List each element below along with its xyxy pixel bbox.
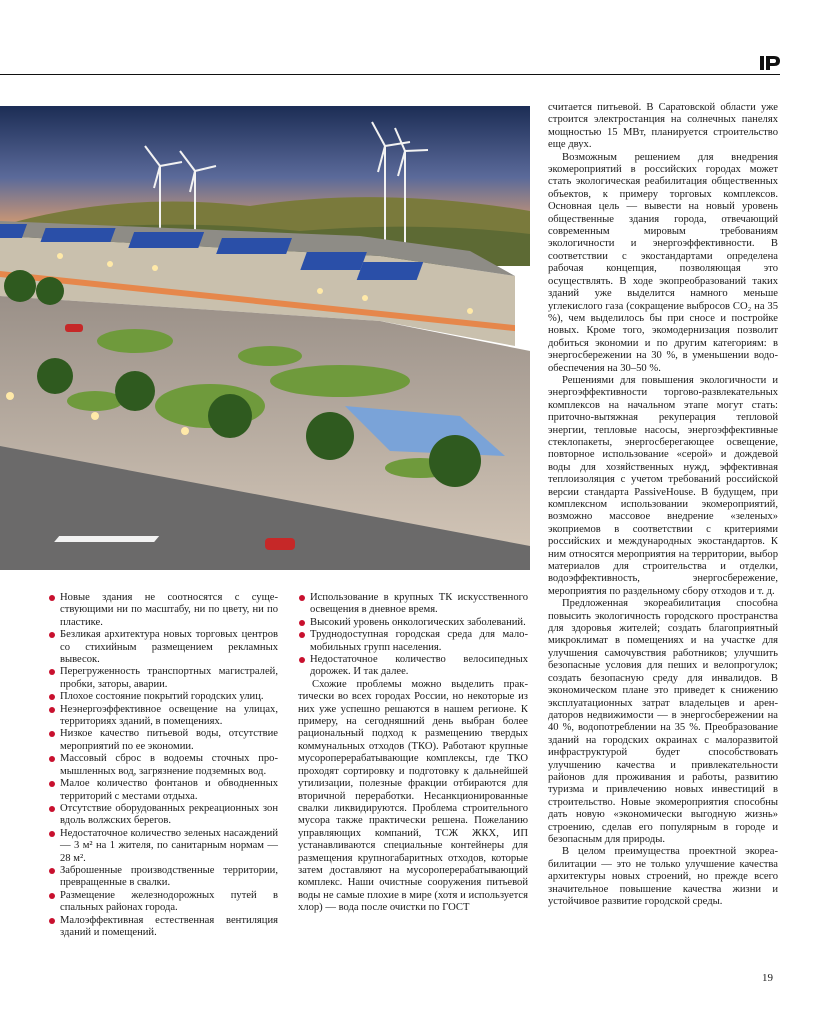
problem-item: Труднодоступная городская среда для маломобильных групп населения. (298, 629, 528, 654)
problem-item: Малоэффективная естественная вентиляция зданий и помещений. (48, 915, 278, 940)
body-paragraph: Предложенная экореабилитация способна повысить экологичность городского пространства для здоровья жителей; создать благоприятный микроклимат в помещениях и на участке для улучшения самочувствия работников; улучшить безопасные условия для пеших и велопрогулок; создать безопасную среду для инвалидов. В экономическом плане это приведет к снижению эксплуатационных затрат владельцев и арендаторов недвижимости — в энергосбережении на 40 %, водопотреблении на 35 %. Преобразование зданий на городских окраинах с малоразвитой инфраструктурой будет способствовать улучшению качества и привлекательности районов для проживания и работы, развитию туризма и привлечению новых инвестиций в строительство. Новые экомероприятия способны дать новую «экономически выгодную жизнь» строению, сделав его популярным в городе и безопасным для природы. (548, 598, 778, 845)
problem-item: Плохое состояние покрытий городских улиц. (48, 691, 278, 703)
problem-item: Перегруженность транспортных магистралей, пробки, заторы, аварии. (48, 666, 278, 691)
problem-item: Безликая архитектура новых торговых центров со стихийным размещением рекламных вывесок. (48, 629, 278, 666)
problem-item: Заброшенные производственные территории, превращенные в свалки. (48, 865, 278, 890)
body-paragraph: считается питьевой. В Саратовской области уже строится электростанция на солнечных панелях мощностью 15 МВт, планируется строительство еще двух. (548, 102, 778, 151)
problem-item: Неэнергоэффективное освещение на улицах, территориях зданий, в помещениях. (48, 704, 278, 729)
problem-item: Новые здания не соотносятся с существующими ни по масштабу, ни по цвету, ни по пластике. (48, 592, 278, 629)
problem-item: Размещение железнодорожных путей в спальных районах города. (48, 890, 278, 915)
problem-item: Массовый сброс в водоемы сточных промышленных вод, загрязнение подземных вод. (48, 753, 278, 778)
magazine-logo-icon (760, 56, 780, 70)
text-column-2 (298, 592, 528, 915)
problem-item: Отсутствие оборудованных рекреационных зон вдоль волжских берегов. (48, 803, 278, 828)
eco-mall-rendering (0, 106, 530, 570)
body-paragraph: В целом преимущества проектной экореабилитации — это не только улучшение качества архитектуры новых строений, но прежде всего значительное повышение качества жизни и устойчивое развитие городской среды. (548, 846, 778, 907)
body-paragraph: Схожие проблемы можно выделить практически во всех городах России, но некоторые из них уже успешно решаются в нашем регионе. К примеру, на сегодняшний день выбран более рациональный подход к размещению твердых коммунальных отходов (ТКО). Работают крупные мусороперерабатывающие комплексы, где ТКО проходят сортировку и подготовку к дальнейшей утилизации, полезные фракции отбираются для вторичной переработки. Несанкционированные свалки ликвидируются. Проблема строительного мусора также практически решена. Пожеланию управляющих компаний, ТСЖ ЖКХ, ИП устанавливаются специальные контейнеры для размещения крупногабаритных отходов, которые затем доставляют на мусороперерабатывающий комплекс. Наши очистные сооружения питьевой воды не самые плохие в мире (хотя и используется хлор) — вода после очистки по ГОСТ (298, 678, 528, 914)
problem-item: Низкое качество питьевой воды, отсутствие мероприятий по ее экономии. (48, 728, 278, 753)
problem-item: Высокий уровень онкологических заболеваний. (298, 617, 528, 629)
problem-item: Недостаточное количество зеленых насаждений — 3 м² на 1 жителя, по санитарным нормам — 28 м². (48, 828, 278, 865)
header-rule (0, 74, 780, 75)
problem-item: Использование в крупных ТК искусственного освещения в дневное время. (298, 592, 528, 617)
text-column-1 (48, 592, 278, 939)
body-paragraph: Решениями для повышения экологичности и энергоэффективности торгово-развлекательных комплексов на начальном этапе могут стать: приточно-вытяжная рекуперация тепловой энергии, тепловые насосы, энергоэффективные стеклопакеты, энергосберегающее освещение, повторное использование «серой» и дождевой воды для хозяйственных нужд, эффективная теплоизоляция с учетом требований российской версии стандарта PassiveHouse. В будущем, при комплексном использовании экомероприятий, возможно массовое внедрение «зеленых» экоприемов в соответствии с критериями российских и международных экостандартов. К ним относятся мероприятия на территории, выбор материалов для строительства и отделки, водоэффективность, энергосбережение, мероприятия по раздельному сбору отходов и т. д. (548, 374, 778, 597)
problem-item: Малое количество фонтанов и обводненных территорий с местами отдыха. (48, 778, 278, 803)
text-column-3 (548, 102, 778, 908)
page-number: 19 (762, 972, 773, 984)
problem-item: Недостаточное количество велосипедных дорожек. И так далее. (298, 654, 528, 679)
body-paragraph: Возможным решением для внедрения экомероприятий в российских городах может стать экологическая реабилитация общественных объектов, к примеру торговых комплексов. Основная цель — вывести на новый уровень общественные здания города, отвечающий современным мировым требованиям экологичности и энергоэффективности. В соответствии с экостандартами определена рабочая концепция, позволяющая это осуществлять. В ходе экопреобразований таких зданий уже выделится намного меньше углекислого газа (сокращение выбросов CO₂ на 35 %), чем выделилось бы при сносе и постройке новых. Кроме того, экомодернизация позволит добиться экономии и по другим категориям: в энергосбережении на 30 %, в уменьшении водообеспечения на 30–50 %. (548, 151, 778, 374)
